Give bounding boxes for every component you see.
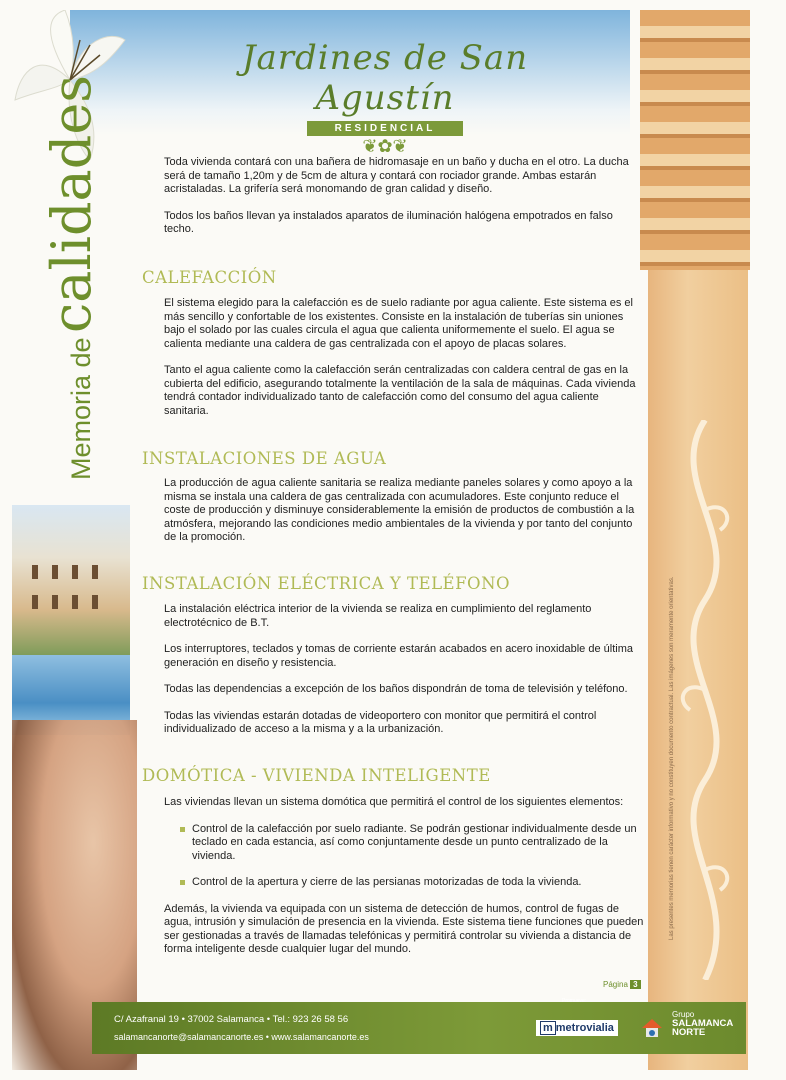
side-title-big: calidades: [40, 75, 103, 333]
paragraph: Además, la vivienda va equipada con un sistema de detección de humos, control de fugas de agua, intrusión y simulación de presencia en la vivienda. Este sistema tiene funciones que pueden ser gestionadas a través de llamadas telefónicas y permitirá controlar su vivienda a distancia de forma inteligente desde cualquier lugar del mundo.: [164, 902, 644, 955]
footer-address: C/ Azafranal 19 • 37002 Salamanca • Tel.: 923 26 58 56: [114, 1014, 349, 1025]
electrica-block: [164, 603, 644, 737]
heading-agua: INSTALACIONES DE AGUA: [142, 449, 387, 468]
logo: [240, 38, 530, 156]
page-number: Página 3: [603, 980, 641, 989]
heading-calefaccion: CALEFACCIÓN: [142, 268, 277, 287]
list-item: Control de la apertura y cierre de las persianas motorizadas de toda la vivienda.: [180, 876, 644, 890]
bullet-icon: [180, 880, 185, 885]
heading-domotica: DOMÓTICA - VIVIENDA INTELIGENTE: [142, 766, 491, 785]
page-number-value: 3: [630, 980, 640, 989]
paragraph: El sistema elegido para la calefacción es de suelo radiante por agua caliente. Este sistema es el más sencillo y confortable de los existentes. Consiste en la instalación de tuberías sin uniones bajo el solado por las cuales circula el agua que calienta uniformemente el suelo. El agua se calienta mediante una caldera de gas centralizada con el apoyo de placas solares.: [164, 297, 633, 350]
paragraph: Tanto el agua caliente como la calefacción serán centralizadas con caldera central de gas en la cubierta del edificio, asegurando totalmente la ventilación de la sala de máquinas. Cada vivienda tendrá contador individualizado tanto de calefacción como del consumo del agua caliente sanitaria.: [164, 364, 636, 417]
agua-block: [164, 477, 644, 545]
paragraph: Todos los baños llevan ya instalados aparatos de iluminación halógena empotrados en falso techo.: [164, 209, 613, 235]
logo-band: RESIDENCIAL: [307, 121, 464, 136]
domotica-block: [164, 796, 644, 957]
building-photo: [12, 505, 130, 655]
paragraph: Toda vivienda contará con una bañera de hidromasaje en un baño y ducha en el otro. La ducha será de tamaño 1,20m y de 5cm de altura y contará con rociador grande. Ambas estarán acristaladas. La grifería será monomando de gran calidad y diseño.: [164, 156, 629, 195]
side-title-small: Memoria de: [66, 337, 96, 480]
paragraph: La instalación eléctrica interior de la vivienda se realiza en cumplimiento del reglamento electrotécnico de B.T.: [164, 603, 592, 629]
list-item: Control de la calefacción por suelo radiante. Se podrán gestionar individualmente desde un teclado en cada estancia, así como conjuntamente desde un punto centralizado de la vivienda.: [180, 823, 644, 864]
metrovialia-logo: m metrovialia: [536, 1020, 618, 1036]
footer: [92, 998, 746, 1054]
grupo-logo: Grupo SALAMANCA NORTE: [672, 1010, 734, 1038]
bullet-icon: [180, 827, 185, 832]
paragraph: La producción de agua caliente sanitaria se realiza mediante paneles solares y como apoyo a la misma se instala una caldera de gas centralizada con acumuladores. Este conjunto reduce el coste de producción y disminuye considerablemente la emisión de productos de combustión a la atmósfera, mejorando las condiciones medio ambientales de la vivienda y por tanto del conjunto de la promoción.: [164, 477, 635, 543]
heading-electrica: INSTALACIÓN ELÉCTRICA Y TELÉFONO: [142, 574, 511, 593]
paragraph: Los interruptores, teclados y tomas de corriente estarán acabados en acero inoxidable de última generación en diseño y resistencia.: [164, 643, 633, 669]
paragraph: Las viviendas llevan un sistema domótica que permitirá el control de los siguientes elementos:: [164, 796, 624, 808]
intro-block: [164, 156, 644, 237]
side-note: Las presentes memorias tienen carácter informativo y no constituyen documento contractual. Las imágenes son meramente orientativas.: [669, 576, 675, 940]
column-capital: [640, 10, 750, 270]
ornament-icon: ❦✿❦: [362, 136, 408, 156]
side-title: [40, 75, 103, 480]
footer-contact[interactable]: salamancanorte@salamancanorte.es • www.salamancanorte.es: [114, 1032, 369, 1042]
paragraph: Todas las dependencias a excepción de los baños dispondrán de toma de televisión y teléfono.: [164, 683, 628, 695]
house-logo-icon: [640, 1016, 664, 1040]
floral-ornament-icon: [665, 420, 745, 980]
bullet-list: [164, 823, 644, 890]
paragraph: Todas las viviendas estarán dotadas de videoportero con monitor que permitirá el control individualizado de acceso a la misma y a la urbanización.: [164, 709, 597, 735]
promotor-label: Promueve:: [562, 998, 587, 1004]
logo-script: Jardines de San Agustín: [241, 38, 529, 118]
calefaccion-block: [164, 297, 644, 418]
